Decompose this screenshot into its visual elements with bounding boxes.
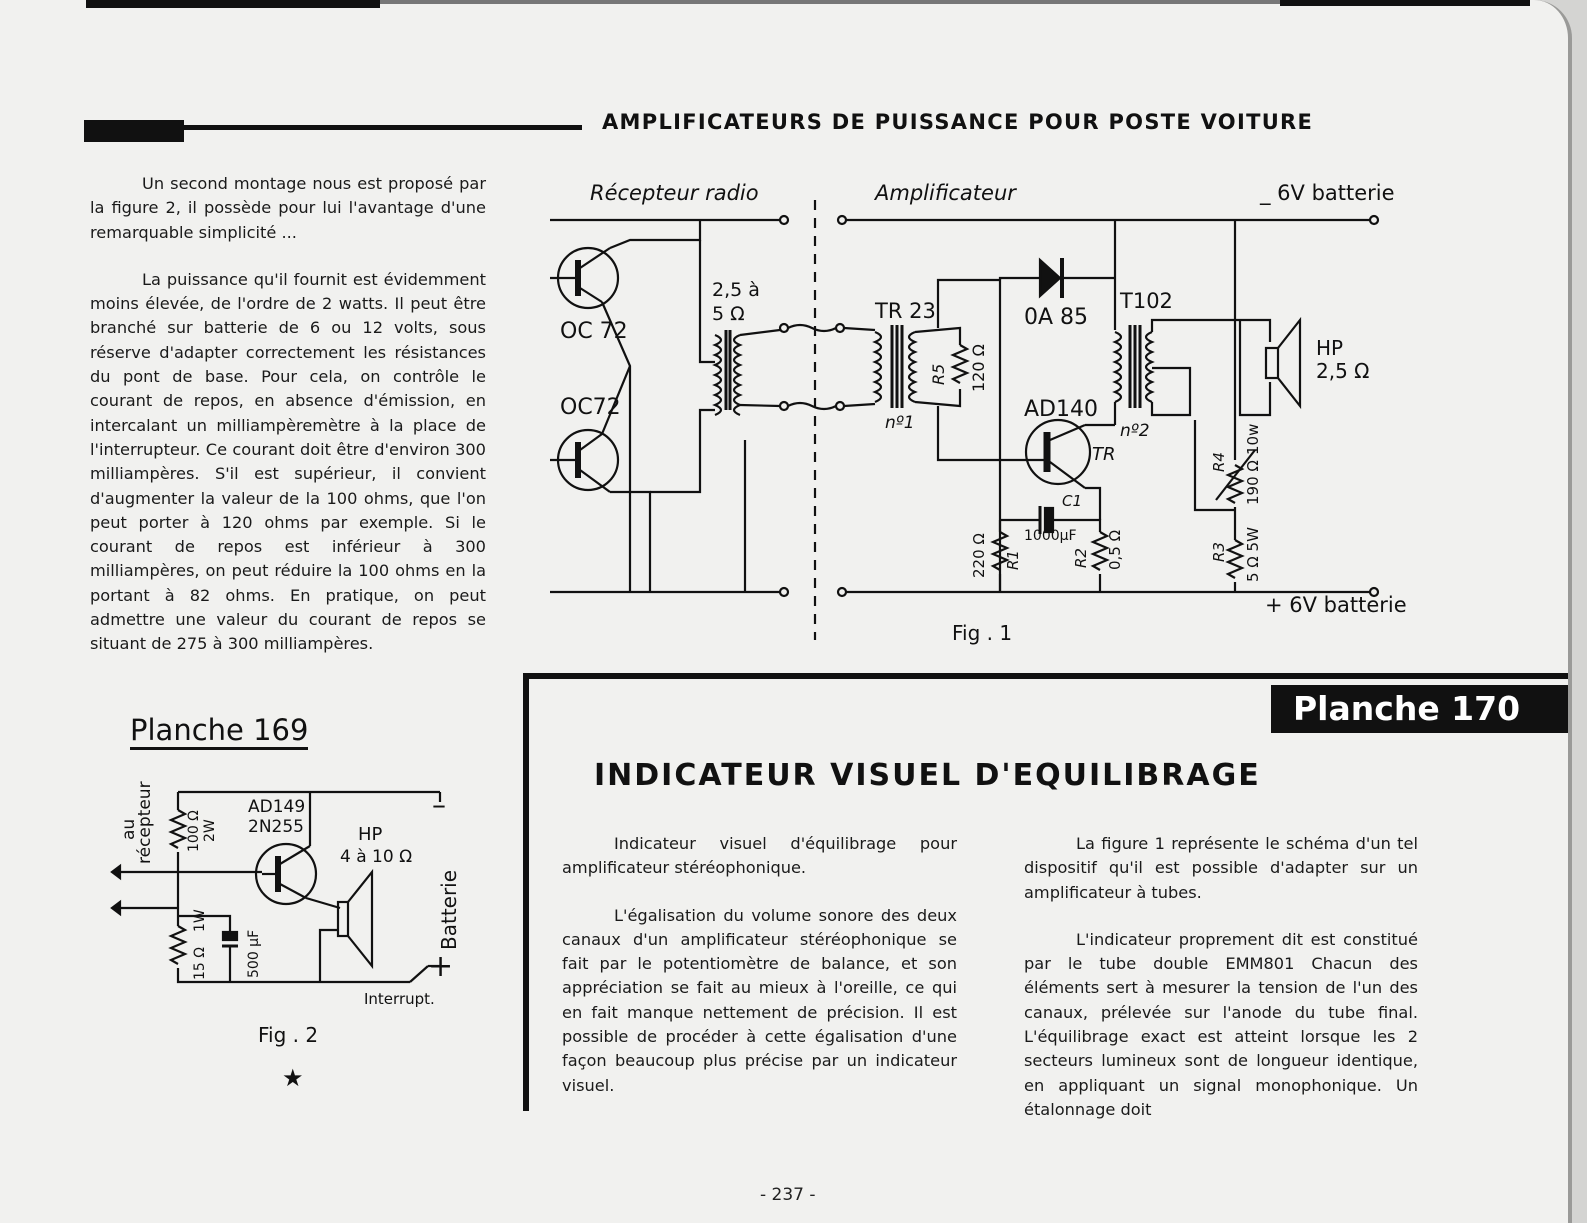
left-column-text bbox=[90, 172, 486, 680]
fig1-transformer-secondary bbox=[734, 335, 740, 415]
fig1-tr23-num: nº1 bbox=[885, 413, 915, 433]
header-rule bbox=[184, 125, 582, 130]
fig1-transformer-value-2: 5 Ω bbox=[712, 303, 745, 325]
fig2-plus: + bbox=[428, 949, 454, 984]
fig1-r2-value: 0,5 Ω bbox=[1106, 529, 1124, 570]
planche-169-title: Planche 169 bbox=[130, 713, 308, 750]
planche-170-title: INDICATEUR VISUEL D'EQUILIBRAGE bbox=[594, 758, 1261, 793]
fig1-t102-secondary bbox=[1146, 332, 1152, 402]
top-edge-rule-mid bbox=[380, 0, 1280, 4]
top-edge-rule-right bbox=[1280, 0, 1530, 6]
fig1-ad140: AD140 bbox=[1024, 397, 1098, 422]
fig1-terminal bbox=[780, 216, 788, 224]
fig1-r5-value: 120 Ω bbox=[969, 344, 988, 392]
fig2-au: au bbox=[119, 818, 139, 840]
fig1-r3: R3 bbox=[1210, 542, 1228, 562]
fig2-resistor-100-label: 100 Ω bbox=[186, 810, 202, 852]
fig1-resistor-r2 bbox=[1093, 532, 1107, 570]
fig1-schematic bbox=[540, 170, 1440, 650]
fig1-r3-value: 5 Ω 5W bbox=[1244, 527, 1262, 582]
planche-170-box-left bbox=[523, 673, 529, 1111]
fig1-transistor-ad140 bbox=[1026, 420, 1090, 484]
fig1-hp-value: 2,5 Ω bbox=[1316, 359, 1370, 383]
planche-170-col2-paragraph-2: L'indicateur proprement dit est constitué par le tube double EMM801 Chacun des éléments sert à mesurer la tension de l'un des canaux, prélevée sur l'anode du tube final. L'équilibrage exact est atteint lorsque les 2 secteurs lumineux sont de longueur identique, en appliquant un signal monophonique. Un étalonnage doit bbox=[1024, 929, 1418, 1119]
fig1-r1: R1 bbox=[1004, 550, 1022, 570]
page-header-title: AMPLIFICATEURS DE PUISSANCE POUR POSTE VOITURE bbox=[602, 110, 1314, 134]
fig2-hp: HP bbox=[358, 824, 383, 845]
planche-170-box-top bbox=[523, 673, 1568, 679]
planche-170-col1-paragraph-2: L'égalisation du volume sonore des deux canaux d'un amplificateur stéréophonique se fait par le potentiomètre de balance, et son appréciation se fait au mieux à l'oreille, ce qui en fait manque nettement de précision. Il est possible de procéder à cette égalisation d'une façon beaucoup plus précise par un indicateur visuel. bbox=[562, 905, 957, 1095]
fig1-t102-num: nº2 bbox=[1120, 421, 1150, 441]
fig1-c1-value: 1000µF bbox=[1024, 528, 1077, 544]
fig1-diode-label: 0A 85 bbox=[1024, 305, 1089, 330]
fig2-capacitor-label: 500 µF bbox=[246, 929, 262, 978]
fig1-r2: R2 bbox=[1072, 548, 1090, 568]
fig1-t102-primary bbox=[1115, 332, 1121, 402]
left-paragraph-1: Un second montage nous est proposé par la figure 2, il possède pour lui l'avantage d'une remarquable simplicité ... bbox=[90, 174, 486, 242]
fig1-label-amplifier: Amplificateur bbox=[875, 181, 1016, 205]
fig2-hp-value: 4 à 10 Ω bbox=[340, 847, 413, 867]
fig2-switch: Interrupt. bbox=[364, 990, 435, 1008]
fig2-battery: Batterie bbox=[437, 869, 461, 950]
planche-170-col2-paragraph-1: La figure 1 représente le schéma d'un tel dispositif qu'il est possible d'adapter sur un amplificateur à tubes. bbox=[1024, 834, 1418, 902]
fig2-resistor-15-label: 15 Ω bbox=[192, 947, 208, 980]
fig1-link-top bbox=[788, 325, 836, 331]
page-number: - 237 - bbox=[760, 1185, 816, 1205]
fig1-r4-value: 190 Ω bbox=[1244, 460, 1262, 505]
fig2-capacitor bbox=[223, 932, 237, 940]
fig1-r4: R4 bbox=[1210, 452, 1228, 472]
fig1-label-receiver: Récepteur radio bbox=[590, 181, 759, 205]
fig1-tr23-primary bbox=[875, 332, 881, 402]
fig1-r1-value: 220 Ω bbox=[970, 533, 988, 578]
fig1-r4-power: 10w bbox=[1244, 423, 1262, 455]
fig2-resistor-15 bbox=[171, 926, 185, 964]
fig1-tr: TR bbox=[1092, 444, 1116, 465]
fig2-star: ★ bbox=[282, 1064, 304, 1092]
fig1-link-bottom bbox=[788, 403, 836, 409]
top-edge-rule-left bbox=[86, 0, 380, 8]
fig1-transformer-primary bbox=[715, 335, 721, 415]
fig1-tr23: TR 23 bbox=[875, 299, 936, 323]
planche-170-col-2 bbox=[1024, 832, 1418, 1145]
fig1-tr23-secondary bbox=[909, 332, 915, 402]
fig2-schematic bbox=[110, 780, 490, 1110]
fig1-terminal bbox=[780, 588, 788, 596]
fig2-minus: – bbox=[432, 788, 446, 821]
fig1-hp: HP bbox=[1316, 336, 1344, 360]
fig2-resistor-100 bbox=[171, 810, 185, 848]
planche-170-col-1 bbox=[562, 832, 957, 1121]
left-paragraph-2: La puissance qu'il fournit est évidemment moins élevée, de l'ordre de 2 watts. Il peut être branché sur batterie de 6 ou 12 volts, sous réserve d'adapter correctement les résistances du pont de base. Pour cela, on contrôle le courant de repos, en absence d'émission, en intercalant un milliampèremètre à la place de l'interrupteur. Ce courant doit être d'environ 300 milliampères. S'il est supérieur, il convient d'augmenter la valeur de la 100 ohms, que l'on peut porter à 120 ohms par exemple. Si le courant de repos est inférieur à 300 milliampères, on peut réduire la 100 ohms en la portant à 82 ohms. En pratique, on peut admettre une valeur du courant de repos se situant de 275 à 300 milliampères. bbox=[90, 269, 486, 654]
fig2-caption: Fig . 2 bbox=[258, 1023, 319, 1047]
fig1-battery-neg: _ 6V batterie bbox=[1260, 181, 1395, 205]
fig1-transformer-value-1: 2,5 à bbox=[712, 279, 760, 301]
fig1-c1: C1 bbox=[1062, 492, 1083, 510]
planche-170-badge: Planche 170 bbox=[1271, 685, 1568, 733]
fig2-resistor-15-power: 1W bbox=[192, 909, 208, 932]
fig1-resistor-r5 bbox=[953, 345, 967, 383]
fig1-caption: Fig . 1 bbox=[952, 621, 1013, 645]
fig1-diode-0a85 bbox=[1040, 260, 1060, 296]
header-bar bbox=[84, 120, 184, 142]
fig2-transistor-2: 2N255 bbox=[248, 817, 304, 837]
fig1-speaker bbox=[1266, 348, 1278, 378]
fig1-r5: R5 bbox=[929, 363, 948, 385]
fig2-recepteur: récepteur bbox=[135, 781, 155, 864]
fig1-oc72-bottom: OC72 bbox=[560, 395, 621, 420]
fig1-t102: T102 bbox=[1120, 289, 1173, 313]
fig1-resistor-r3 bbox=[1228, 540, 1242, 578]
fig2-transistor-1: AD149 bbox=[248, 797, 306, 817]
fig2-resistor-100-power: 2W bbox=[202, 819, 218, 842]
fig1-oc72-top: OC 72 bbox=[560, 319, 628, 344]
fig1-battery-pos: + 6V batterie bbox=[1265, 593, 1407, 617]
planche-170-col1-paragraph-1: Indicateur visuel d'équilibrage pour amplificateur stéréophonique. bbox=[562, 834, 957, 878]
